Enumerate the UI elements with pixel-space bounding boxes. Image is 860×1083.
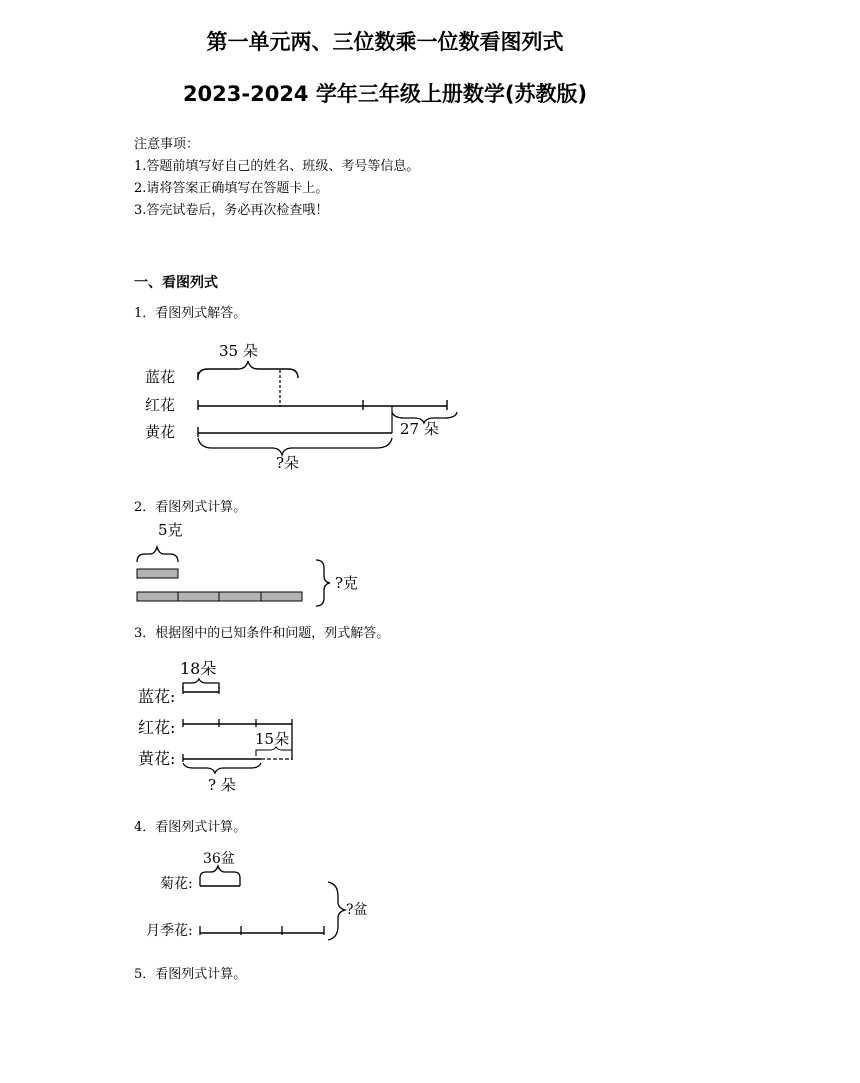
notice-block <box>134 134 419 222</box>
question-3: 3．根据图中的已知条件和问题，列式解答。 <box>134 626 390 641</box>
figure-1-top-label: 35 朵 <box>219 342 258 360</box>
section-heading: 一、看图列式 <box>134 275 218 291</box>
notice-item: 3.答完试卷后，务必再次检查哦！ <box>134 203 329 218</box>
figure-2-side-label: ?克 <box>335 574 359 592</box>
notice-item: 1.答题前填写好自己的姓名、班级、考号等信息。 <box>134 159 420 174</box>
figure-3-top-label: 18朵 <box>180 659 217 678</box>
figure-3-side-label: 15朵 <box>255 730 290 748</box>
figure-3-row-label: 黄花: <box>138 749 176 768</box>
figure-4-side-label: ?盆 <box>346 902 368 918</box>
page-subtitle: 2023-2024 学年三年级上册数学(苏教版) <box>182 82 588 106</box>
figure-4-diagram <box>140 844 390 944</box>
question-5: 5．看图列式计算。 <box>134 967 247 982</box>
figure-3-diagram <box>130 652 330 802</box>
question-4: 4．看图列式计算。 <box>134 820 247 835</box>
figure-4-row-label: 菊花: <box>160 876 193 892</box>
figure-1-row-label: 红花 <box>145 396 176 414</box>
figure-1-side-label: 27 朵 <box>400 420 439 438</box>
question-1: 1．看图列式解答。 <box>134 306 247 321</box>
figure-1-row-label: 蓝花 <box>145 368 176 386</box>
figure-3-row-label: 蓝花: <box>138 687 176 706</box>
figure-1-diagram <box>130 330 460 480</box>
figure-4-row-label: 月季花: <box>146 923 193 939</box>
notice-heading: 注意事项： <box>134 137 200 152</box>
figure-3-row-label: 红花: <box>138 718 176 737</box>
page-title: 第一单元两、三位数乘一位数看图列式 <box>206 30 564 54</box>
question-2: 2．看图列式计算。 <box>134 500 247 515</box>
figure-3-bottom-label: ? 朵 <box>208 776 236 794</box>
notice-item: 2.请将答案正确填写在答题卡上。 <box>134 181 329 196</box>
figure-2-diagram <box>130 518 390 608</box>
figure-2-top-label: 5克 <box>158 521 183 539</box>
figure-4-top-label: 36盆 <box>203 851 235 867</box>
figure-1-row-label: 黄花 <box>145 423 176 441</box>
figure-1-bottom-label: ?朵 <box>276 454 300 472</box>
